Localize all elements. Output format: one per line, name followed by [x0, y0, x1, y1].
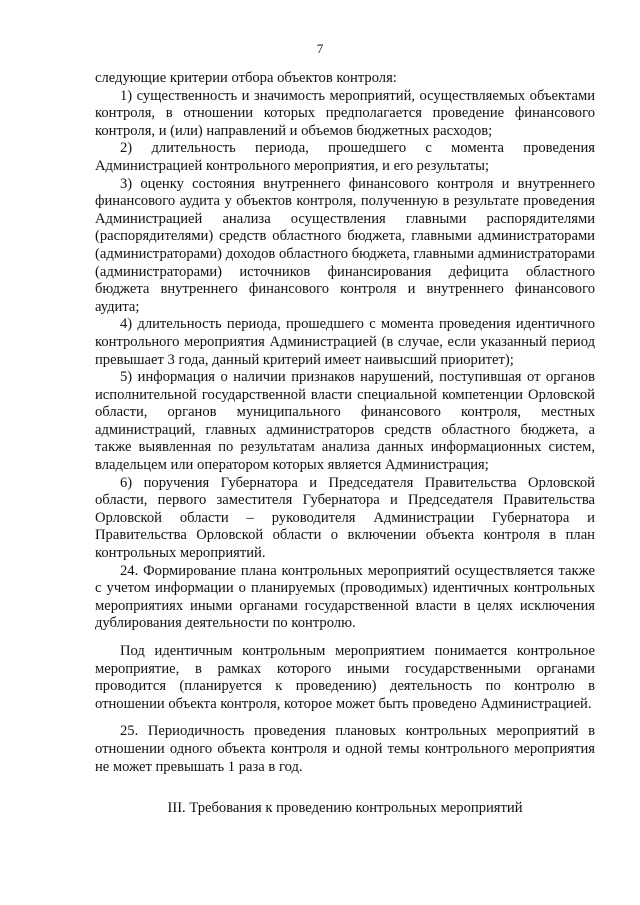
paragraph-criterion-1: 1) существенность и значимость мероприятий, осуществляемых объектами контроля, в отношении которых предполагается проведение финансового контроля, и (или) направлений и объемов бюджетных расходов; — [95, 87, 595, 139]
section-heading: III. Требования к проведению контрольных мероприятий — [167, 800, 523, 817]
paragraph-criterion-5: 5) информация о наличии признаков нарушений, поступившая от органов исполнительной государственной власти специальной компетенции Орловской области, органов муниципального финансового контроля, местных администраций, главных администраторов средств областного бюджета, а также выявленная по результатам анализа данных информационных систем, владельцем или оператором которых является Администрация; — [95, 369, 595, 474]
paragraph-criterion-4: 4) длительность периода, прошедшего с момента проведения идентичного контрольного мероприятия Администрацией (в случае, если указанный период превышает 3 года, данный критерий имеет наивысший приоритет); — [95, 316, 595, 368]
paragraph-criterion-3: 3) оценку состояния внутреннего финансового контроля и внутреннего финансового аудита у объектов контроля, полученную в результате проведения Администрацией анализа осуществления главными распорядителями (распорядителями) средств областного бюджета, главными администраторами (администраторами) доходов областного бюджета, главными администраторами (администраторами) источников финансирования дефицита областного бюджета внутреннего финансового контроля и внутреннего финансового аудита; — [95, 175, 595, 315]
paragraph-item-25: 25. Периодичность проведения плановых контрольных мероприятий в отношении одного объекта контроля и одной темы контрольного мероприятия не может превышать 1 раза в год. — [95, 723, 595, 775]
paragraph-intro: следующие критерии отбора объектов контроля: — [95, 70, 397, 86]
page-number: 7 — [316, 41, 324, 56]
paragraph-identical-definition: Под идентичным контрольным мероприятием понимается контрольное мероприятие, в рамках которого иными государственными органами проводится (планируется к проведению) деятельность по контролю в отношении объекта контроля, которое может быть проведено Администрацией. — [95, 643, 595, 712]
document-body — [95, 70, 595, 818]
paragraph-criterion-6: 6) поручения Губернатора и Председателя Правительства Орловской области, первого заместителя Губернатора и Председателя Правительства Орловской области – руководителя Администрации Губернатора и Правительства Орловской области о включении объекта контроля в план контрольных мероприятий. — [95, 474, 595, 562]
paragraph-criterion-2: 2) длительность периода, прошедшего с момента проведения Администрацией контрольного мероприятия, и его результаты; — [95, 140, 595, 174]
paragraph-item-24: 24. Формирование плана контрольных мероприятий осуществляется также с учетом информации о планируемых (проводимых) идентичных контрольных мероприятиях иными органами государственной власти в целях исключения дублирования деятельности по контролю. — [95, 562, 595, 632]
